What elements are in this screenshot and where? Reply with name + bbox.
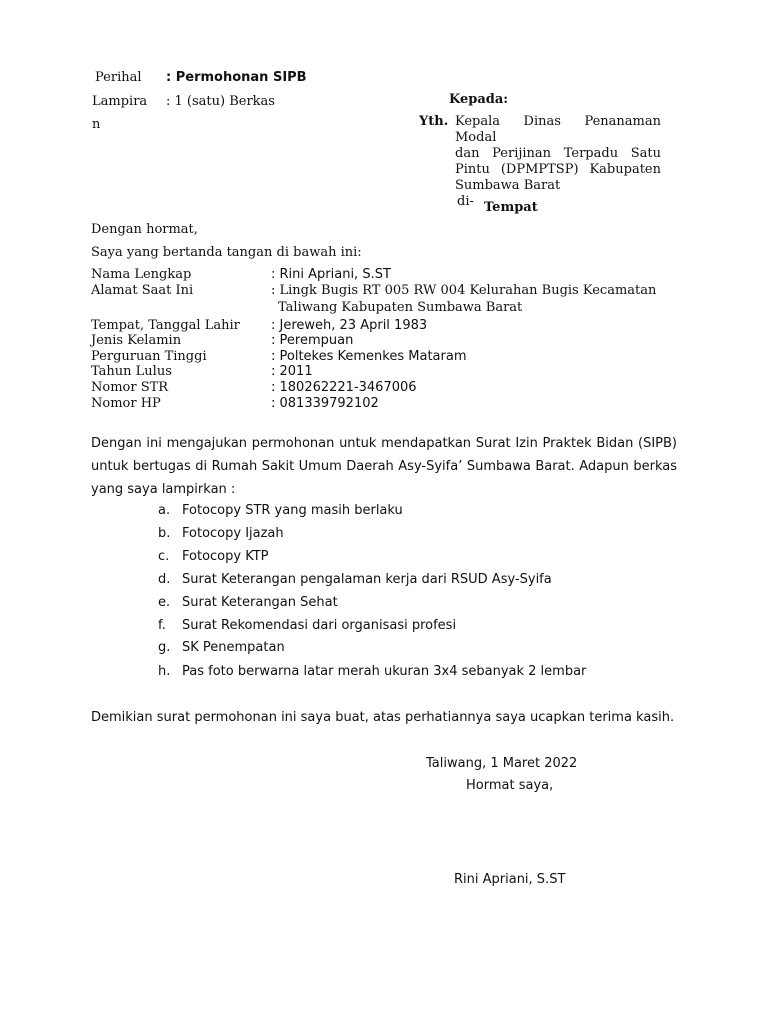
list-item-text: Surat Keterangan Sehat [182, 595, 338, 610]
identity-value: : Perempuan [271, 333, 354, 348]
signer-name: Rini Apriani, S.ST [454, 872, 566, 887]
identity-label: Tempat, Tanggal Lahir [91, 318, 240, 333]
recipient-tempat: Tempat [484, 200, 538, 215]
list-marker: f. [158, 618, 166, 633]
identity-value: : Jereweh, 23 April 1983 [271, 318, 428, 333]
list-marker: b. [158, 526, 171, 541]
list-item [158, 664, 586, 680]
list-item-text: Fotocopy STR yang masih berlaku [182, 503, 403, 518]
recipient-line: Kepala Dinas Penanaman Modal [455, 114, 661, 145]
greeting: Dengan hormat, [91, 222, 198, 237]
identity-row [91, 267, 671, 283]
attachment-value: : 1 (satu) Berkas [166, 94, 275, 109]
identity-value: : 081339792102 [271, 396, 379, 411]
identity-value: Taliwang Kabupaten Sumbawa Barat [278, 300, 523, 315]
list-item [158, 549, 269, 565]
list-item-text: Surat Rekomendasi dari organisasi profesi [182, 618, 457, 633]
recipient-line: Pintu (DPMPTSP) Kabupaten [455, 162, 661, 177]
list-item-text: Pas foto berwarna latar merah ukuran 3x4 sebanyak 2 lembar [182, 664, 587, 679]
attachment-label: Lampira [92, 94, 148, 109]
yth-label: Yth. [419, 114, 449, 129]
recipient-line: dan Perijinan Terpadu Satu [455, 146, 661, 161]
identity-label: Perguruan Tinggi [91, 349, 207, 364]
intro-text: Saya yang bertanda tangan di bawah ini: [91, 245, 362, 260]
list-marker: a. [158, 503, 171, 518]
list-item [158, 618, 456, 634]
regards-text: Hormat saya, [466, 778, 554, 793]
list-marker: e. [158, 595, 171, 610]
identity-label: Jenis Kelamin [91, 333, 182, 348]
identity-label: Nomor STR [91, 380, 169, 395]
list-item-text: Fotocopy KTP [182, 549, 269, 564]
identity-row [91, 333, 671, 349]
identity-label: Nomor HP [91, 396, 161, 411]
recipient-address [455, 114, 661, 210]
identity-value: : Rini Apriani, S.ST [271, 267, 391, 282]
identity-row [91, 364, 671, 380]
list-item [158, 526, 284, 542]
recipient-line: Sumbawa Barat [455, 178, 561, 193]
list-item-text: SK Penempatan [182, 640, 285, 655]
list-item-text: Surat Keterangan pengalaman kerja dari RSUD Asy-Syifa [182, 572, 552, 587]
list-marker: h. [158, 664, 171, 679]
subject-value: : Permohonan SIPB [166, 70, 307, 85]
place-date: Taliwang, 1 Maret 2022 [426, 756, 578, 771]
list-marker: d. [158, 572, 171, 587]
identity-row [91, 396, 671, 412]
kepada-label: Kepada: [449, 92, 509, 107]
list-item [158, 503, 403, 519]
identity-label: Nama Lengkap [91, 267, 192, 282]
list-marker: c. [158, 549, 170, 564]
list-item [158, 595, 338, 611]
identity-value: : Poltekes Kemenkes Mataram [271, 349, 467, 364]
attachment-label-wrap: n [92, 117, 101, 132]
list-item [158, 640, 285, 656]
identity-value: : 180262221-3467006 [271, 380, 417, 395]
list-item [158, 572, 552, 588]
identity-row [91, 300, 671, 316]
list-item-text: Fotocopy Ijazah [182, 526, 284, 541]
closing-text: Demikian surat permohonan ini saya buat, atas perhatiannya saya ucapkan terima kasih. [91, 710, 675, 725]
identity-value: : Lingk Bugis RT 005 RW 004 Kelurahan Bugis Kecamatan [271, 283, 657, 298]
identity-label: Tahun Lulus [91, 364, 172, 379]
identity-label: Alamat Saat Ini [91, 283, 194, 298]
identity-row [91, 283, 671, 299]
identity-value: : 2011 [271, 364, 313, 379]
request-paragraph: Dengan ini mengajukan permohonan untuk mendapatkan Surat Izin Praktek Bidan (SIPB) untuk bertugas di Rumah Sakit Umum Daerah Asy-Syifa’ Sumbawa Barat. Adapun berkas yang saya lampirkan : [91, 436, 677, 497]
recipient-di: di- [457, 194, 474, 209]
subject-label: Perihal [95, 70, 142, 85]
identity-row [91, 318, 671, 334]
list-marker: g. [158, 640, 171, 655]
identity-row [91, 349, 671, 365]
identity-row [91, 380, 671, 396]
